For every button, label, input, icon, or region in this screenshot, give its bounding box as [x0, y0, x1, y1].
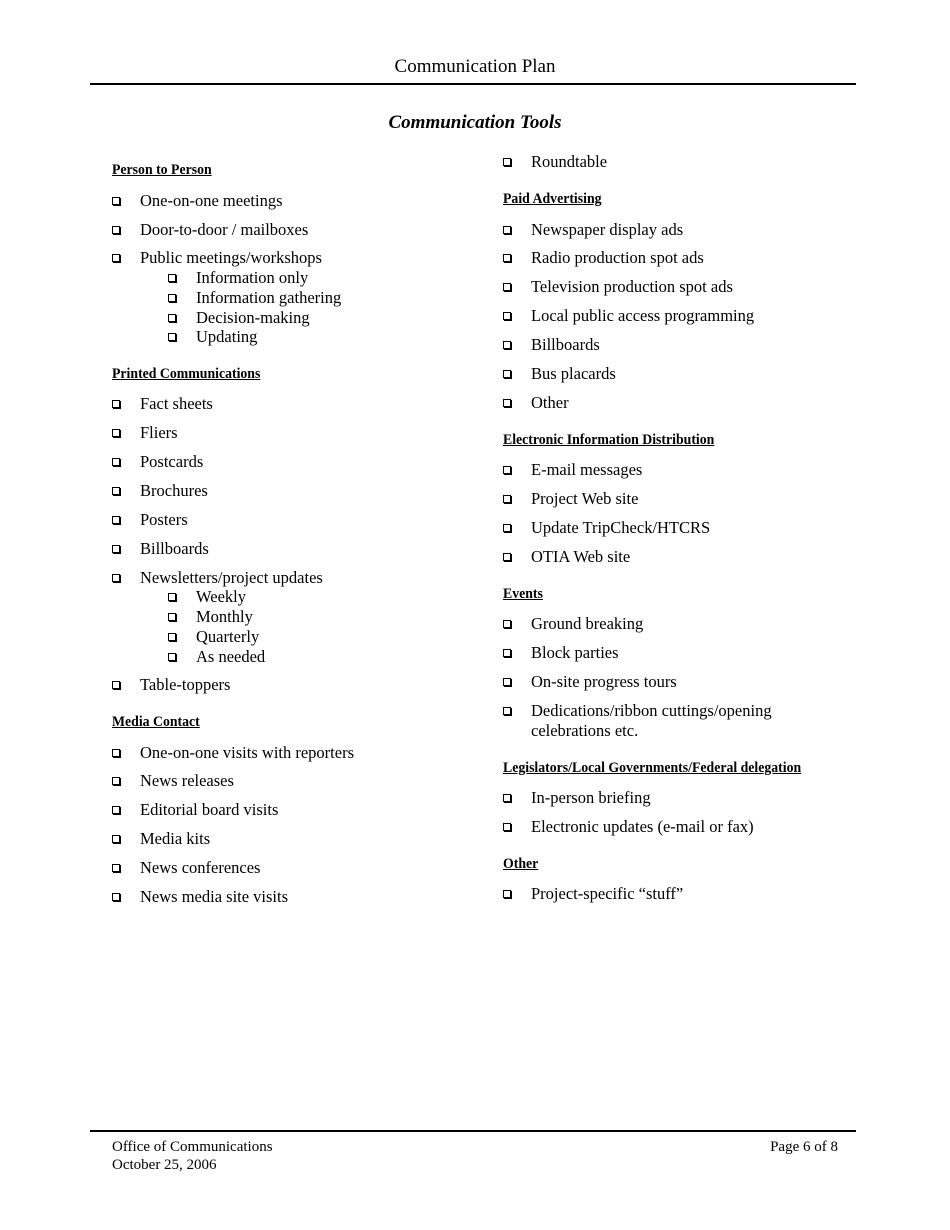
checkbox-icon — [503, 466, 511, 474]
checkbox-icon — [503, 312, 511, 320]
footer-left — [112, 1138, 273, 1174]
checkbox-icon — [112, 400, 120, 408]
checkbox-icon — [503, 495, 511, 503]
checkbox-icon — [503, 794, 511, 802]
checkbox-icon — [112, 197, 120, 205]
checkbox-icon — [168, 633, 176, 641]
checkbox-icon — [112, 458, 120, 466]
checkbox-icon — [112, 545, 120, 553]
checkbox-icon — [503, 823, 511, 831]
checkbox-icon — [168, 653, 176, 661]
footer-page-number: Page 6 of 8 — [770, 1139, 838, 1155]
header-divider — [90, 83, 856, 85]
checkbox-icon — [503, 254, 511, 262]
section-heading-other: Other — [503, 856, 539, 872]
checkbox-icon — [168, 593, 176, 601]
checkbox-icon — [112, 777, 120, 785]
checkbox-icon — [112, 893, 120, 901]
section-heading-printed-communications: Printed Communications — [112, 366, 261, 382]
checkbox-icon — [503, 649, 511, 657]
page-header-title: Communication Plan — [394, 56, 556, 77]
section-heading-legislators: Legislators/Local Governments/Federal delegation — [503, 760, 802, 776]
checkbox-icon — [503, 620, 511, 628]
checkbox-icon — [503, 678, 511, 686]
document-title: Communication Tools — [388, 112, 562, 133]
checkbox-icon — [503, 226, 511, 234]
section-heading-media-contact: Media Contact — [112, 714, 200, 730]
checkbox-icon — [112, 806, 120, 814]
checkbox-icon — [112, 681, 120, 689]
checkbox-icon — [503, 283, 511, 291]
checkbox-icon — [112, 429, 120, 437]
checkbox-icon — [503, 399, 511, 407]
checkbox-icon — [112, 516, 120, 524]
checkbox-icon — [503, 524, 511, 532]
section-heading-paid-advertising: Paid Advertising — [503, 191, 602, 207]
checkbox-icon — [503, 707, 511, 715]
checkbox-icon — [112, 864, 120, 872]
section-heading-person-to-person: Person to Person — [112, 162, 212, 178]
checkbox-icon — [503, 341, 511, 349]
checkbox-icon — [168, 294, 176, 302]
footer-divider — [90, 1130, 856, 1132]
checkbox-icon — [112, 835, 120, 843]
checkbox-icon — [112, 574, 120, 582]
checkbox-icon — [168, 314, 176, 322]
section-heading-events: Events — [503, 586, 543, 602]
checkbox-icon — [112, 487, 120, 495]
checkbox-icon — [168, 613, 176, 621]
checkbox-icon — [168, 274, 176, 282]
footer-office: Office of Communications — [112, 1139, 273, 1155]
checkbox-icon — [112, 226, 120, 234]
checkbox-icon — [503, 890, 511, 898]
checkbox-icon — [503, 158, 511, 166]
checkbox-icon — [503, 370, 511, 378]
checkbox-icon — [112, 254, 120, 262]
checkbox-icon — [112, 749, 120, 757]
footer-date: October 25, 2006 — [112, 1157, 217, 1173]
section-heading-electronic-distribution: Electronic Information Distribution — [503, 432, 715, 448]
checkbox-icon — [168, 333, 176, 341]
checkbox-icon — [503, 553, 511, 561]
